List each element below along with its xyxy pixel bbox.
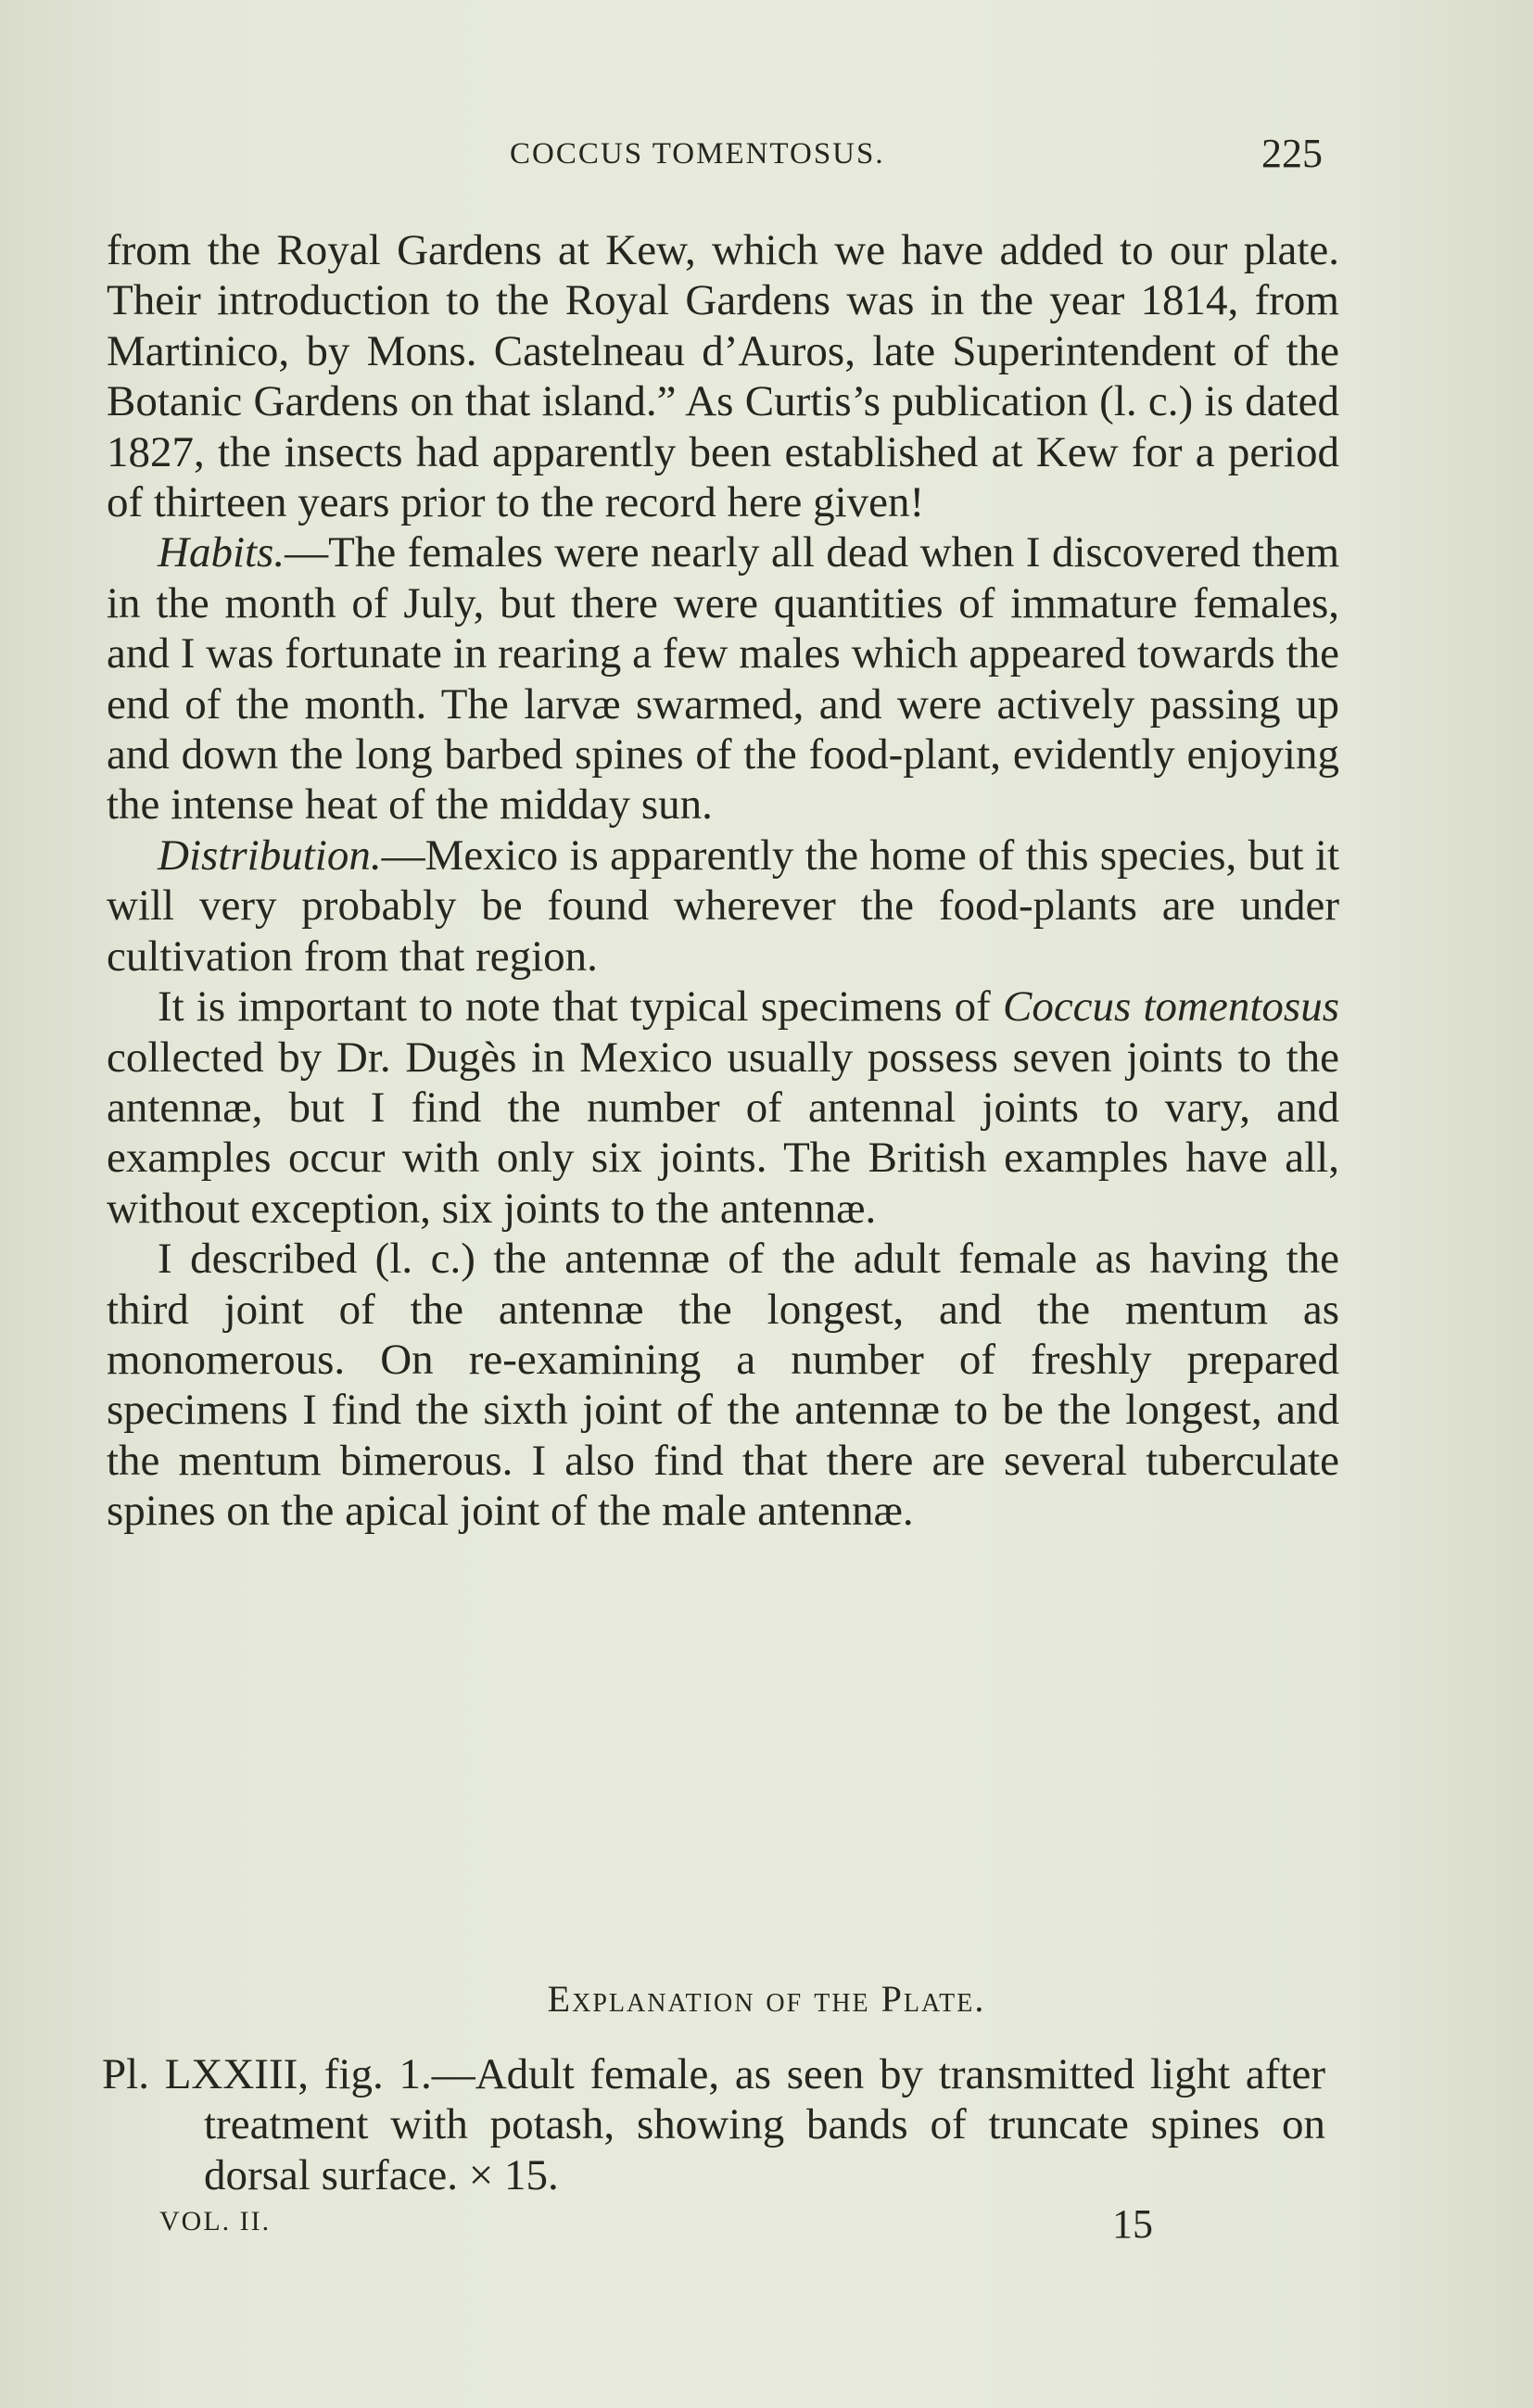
paragraph-antennal-joints <box>107 982 1339 1234</box>
plate-entry: Pl. LXXIII, fig. 1.—Adult female, as seen by transmitted light after treatment with potash, showing bands of truncate spines on dorsal surface. × 15. <box>102 2050 1325 2199</box>
running-title: COCCUS TOMENTOSUS. <box>510 137 885 171</box>
paragraph-text: —The females were nearly all dead when I discovered them in the month of July, but there were quantities of immature females, and I was fortunate in rearing a few males which appeared towards the end of the month. The larvæ swarmed, and were actively passing up and down the long barbed spines of the food-plant, evidently enjoying the intense heat of the midday sun. <box>107 528 1339 830</box>
plate-explanation-heading: Explanation of the Plate. <box>547 1978 986 2020</box>
paragraph-continuation <box>107 225 1339 527</box>
paragraph-text: from the Royal Gardens at Kew, which we have added to our plate. Their introduction to the Royal Gardens was in the year 1814, from Martinico, by Mons. Castelneau d’Auros, late Superintendent of the Botanic Gardens on that island.” As Curtis’s publication (l. c.) is dated 1827, the insects had apparently been established at Kew for a period of thirteen years prior to the record here given! <box>107 226 1339 527</box>
volume-label: VOL. II. <box>159 2206 272 2237</box>
species-name: Coccus tomentosus <box>1002 982 1339 1032</box>
paragraph-re-examination <box>107 1234 1339 1536</box>
signature-mark: 15 <box>1112 2201 1153 2247</box>
paragraph-text: It is important to note that typical specimens of <box>158 982 1003 1032</box>
paragraph-text: collected by Dr. Dugès in Mexico usually possess seven joints to the antennæ, but I find the number of antennal joints to vary, and examples occur with only six joints. The British examples have all, without exception, six joints to the antennæ. <box>107 1033 1339 1233</box>
distribution-lead: Distribution. <box>158 830 382 880</box>
paragraph-distribution <box>107 830 1339 982</box>
page-number: 225 <box>1261 131 1323 176</box>
paragraph-text: —Mexico is apparently the home of this species, but it will very probably be found wherever the food-plants are under cultivation from that region. <box>107 830 1339 981</box>
page-footer <box>0 2201 1533 2262</box>
paragraph-habits <box>107 527 1339 830</box>
body-text <box>107 225 1339 1537</box>
habits-lead: Habits. <box>158 528 285 577</box>
running-head <box>0 130 1533 185</box>
paragraph-text: I described (l. c.) the antennæ of the adult female as having the third joint of the antennæ the longest, and the mentum as monomerous. On re-examining a number of freshly prepared specimens I find the sixth joint of the antennæ to be the longest, and the mentum bimerous. I also find that there are several tuberculate spines on the apical joint of the male antennæ. <box>107 1235 1339 1536</box>
